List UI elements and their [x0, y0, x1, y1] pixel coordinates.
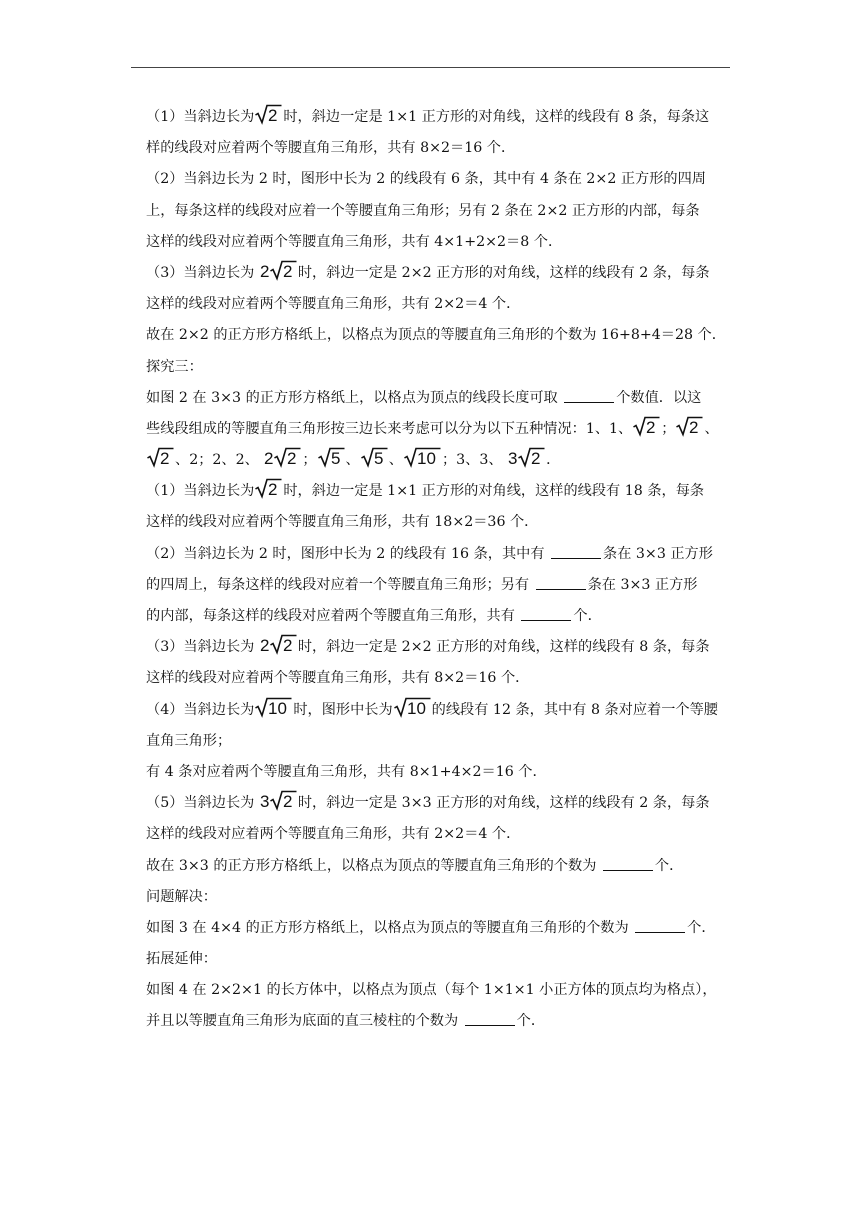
sqrt-expression: [394, 697, 431, 717]
answer-blank[interactable]: [536, 575, 586, 590]
answer-blank[interactable]: [551, 544, 601, 559]
sqrt-expression: [318, 447, 345, 467]
text-segment: ．: [546, 452, 561, 469]
text-line-p6a: [146, 383, 732, 414]
text-segment: 、: [704, 420, 719, 437]
text-segment: 的线段有 12 条，其中有 8 条对应着一个等腰: [431, 701, 718, 718]
text-segment: 时，图形中长为: [293, 701, 393, 718]
sqrt-coefficient: 2: [259, 261, 270, 281]
text-segment: 时，斜边一定是 3×3 正方形的对角线，这样的线段有 2 条，每条: [297, 795, 710, 812]
text-line-p11b: [146, 819, 732, 850]
text-line-p2b: [146, 196, 732, 227]
sqrt-symbol: [255, 104, 282, 124]
text-segment: 时，斜边一定是 1×1 正方形的对角线，这样的线段有 8 条，每条这: [283, 109, 710, 125]
text-segment: 探究三：: [146, 358, 203, 375]
text-segment: （3）当斜边长为: [146, 264, 259, 281]
radicand: 2: [531, 449, 541, 469]
sqrt-expression: [260, 260, 297, 280]
text-line-p2c: [146, 227, 732, 258]
sqrt-coefficient: 3: [259, 792, 270, 812]
text-segment: 时，斜边一定是 2×2 正方形的对角线，这样的线段有 8 条，每条: [297, 639, 710, 656]
radicand: 2: [646, 417, 656, 437]
radicand: 10: [406, 698, 426, 718]
sqrt-expression: [633, 416, 660, 436]
sqrt-symbol: [147, 447, 174, 467]
sqrt-symbol: [633, 416, 660, 436]
sqrt-expression: [255, 697, 292, 717]
text-segment: 、: [388, 452, 403, 469]
text-segment: （1）当斜边长为: [146, 483, 255, 500]
text-segment: 个．: [687, 919, 716, 936]
text-segment: 、: [345, 452, 360, 469]
text-line-p16a: [146, 975, 732, 1006]
answer-blank[interactable]: [635, 918, 685, 933]
text-segment: ；: [302, 452, 317, 469]
text-segment: 的四周上，每条这样的线段对应着一个等腰直角三角形；另有: [146, 576, 534, 593]
text-line-p1b: [146, 133, 732, 164]
text-segment: 个．: [516, 1013, 546, 1030]
text-segment: 这样的线段对应着两个等腰直角三角形，共有 4×1+2×2＝8 个．: [146, 233, 563, 250]
sqrt-expression: [361, 447, 388, 467]
text-line-p10a: [146, 695, 732, 726]
header-rule: [131, 67, 730, 68]
text-segment: 并且以等腰直角三角形为底面的直三棱柱的个数为: [146, 1013, 463, 1030]
text-segment: （3）当斜边长为: [146, 639, 259, 656]
text-line-p15: [146, 944, 732, 975]
sqrt-symbol: [264, 447, 301, 467]
sqrt-coefficient: 2: [264, 449, 274, 469]
sqrt-expression: [404, 447, 441, 467]
sqrt-coefficient: 2: [259, 636, 270, 656]
text-line-p2a: [146, 164, 732, 195]
text-segment: 个．: [573, 608, 602, 624]
answer-blank[interactable]: [521, 606, 571, 621]
text-line-p6b: [146, 414, 732, 445]
text-line-p7a: [146, 476, 732, 507]
sqrt-expression: [264, 447, 301, 467]
text-segment: 这样的线段对应着两个等腰直角三角形，共有 2×2＝4 个．: [146, 296, 521, 313]
text-segment: 直角三角形；: [146, 732, 232, 749]
sqrt-expression: [508, 447, 545, 467]
text-line-p16b: [146, 1006, 732, 1037]
text-segment: 问题解决：: [146, 888, 217, 905]
text-segment: 如图 2 在 3×3 的正方形方格纸上，以格点为顶点的线段长度可取: [146, 389, 563, 406]
sqrt-symbol: [260, 260, 297, 280]
sqrt-expression: [255, 478, 282, 498]
text-segment: 这样的线段对应着两个等腰直角三角形，共有 2×2＝4 个．: [146, 826, 521, 843]
radicand: 5: [330, 449, 341, 469]
text-segment: 如图 3 在 4×4 的正方形方格纸上，以格点为顶点的等腰直角三角形的个数为: [146, 919, 634, 936]
sqrt-symbol: [404, 447, 441, 467]
text-segment: 有 4 条对应着两个等腰直角三角形，共有 8×1+4×2＝16 个．: [146, 763, 547, 780]
sqrt-expression: [260, 634, 297, 654]
answer-blank[interactable]: [465, 1011, 515, 1026]
text-line-p14: [146, 913, 732, 944]
text-segment: 这样的线段对应着两个等腰直角三角形，共有 8×2＝16 个．: [146, 670, 530, 687]
text-segment: 这样的线段对应着两个等腰直角三角形，共有 18×2＝36 个．: [146, 514, 539, 531]
radicand: 5: [373, 449, 384, 469]
sqrt-expression: [260, 790, 297, 810]
text-line-p8a: [146, 539, 732, 570]
radicand: 2: [282, 792, 293, 812]
answer-blank[interactable]: [603, 856, 653, 871]
text-segment: ；3、3、: [441, 452, 508, 469]
text-segment: （1）当斜边长为: [146, 109, 255, 125]
text-line-p3b: [146, 289, 732, 320]
text-line-p12: [146, 851, 732, 882]
text-line-p11a: [146, 788, 732, 819]
sqrt-expression: [147, 447, 174, 467]
text-segment: 的内部，每条这样的线段对应着两个等腰直角三角形，共有: [146, 608, 520, 624]
radicand: 2: [282, 261, 293, 281]
radicand: 2: [689, 417, 699, 437]
text-segment: （4）当斜边长为: [146, 701, 255, 718]
text-line-p10b: [146, 726, 732, 757]
sqrt-symbol: [260, 790, 297, 810]
text-line-p9b: [146, 663, 732, 694]
text-line-p8b: [146, 570, 732, 601]
text-segment: 个数值．以这: [616, 389, 702, 406]
sqrt-symbol: [255, 478, 282, 498]
sqrt-symbol: [508, 447, 545, 467]
text-line-p9a: [146, 632, 732, 663]
sqrt-expression: [255, 104, 282, 124]
text-segment: ；: [661, 420, 676, 437]
sqrt-symbol: [394, 697, 431, 717]
sqrt-symbol: [255, 697, 292, 717]
text-segment: 故在 2×2 的正方形方格纸上，以格点为顶点的等腰直角三角形的个数为 16+8+4＝28 个．: [146, 327, 726, 344]
radicand: 2: [268, 106, 278, 125]
text-line-p5: [146, 352, 732, 383]
radicand: 2: [287, 449, 297, 469]
sqrt-symbol: [260, 634, 297, 654]
text-segment: 故在 3×3 的正方形方格纸上，以格点为顶点的等腰直角三角形的个数为: [146, 857, 601, 874]
radicand: 10: [268, 698, 288, 718]
text-segment: 些线段组成的等腰直角三角形按三边长来考虑可以分为以下五种情况：1、1、: [146, 420, 633, 437]
document-body: [146, 102, 732, 1038]
radicand: 10: [416, 449, 436, 469]
answer-blank[interactable]: [564, 388, 614, 403]
text-segment: 条在 3×3 正方形: [587, 576, 698, 593]
text-segment: 、2；2、2、: [175, 452, 264, 469]
text-line-p1a: [146, 102, 732, 133]
sqrt-coefficient: 3: [508, 449, 518, 469]
sqrt-symbol: [361, 447, 388, 467]
sqrt-expression: [676, 416, 703, 436]
text-segment: （2）当斜边长为 2 时，图形中长为 2 的线段有 16 条，其中有: [146, 545, 550, 562]
text-line-p13: [146, 882, 732, 913]
text-segment: 拓展延伸：: [146, 951, 217, 968]
text-line-p8c: [146, 601, 732, 632]
radicand: 2: [160, 449, 170, 469]
text-line-p10c: [146, 757, 732, 788]
text-segment: 个．: [654, 857, 684, 874]
text-segment: 时，斜边一定是 1×1 正方形的对角线，这样的线段有 18 条，每条: [283, 483, 705, 500]
text-segment: 上，每条这样的线段对应着一个等腰直角三角形；另有 2 条在 2×2 正方形的内部，每条: [146, 202, 700, 219]
text-line-p3a: [146, 258, 732, 289]
text-segment: 条在 3×3 正方形: [603, 545, 713, 562]
radicand: 2: [268, 480, 278, 500]
text-line-p4: [146, 320, 732, 351]
text-line-p6c: [146, 445, 732, 476]
sqrt-symbol: [318, 447, 345, 467]
text-segment: 样的线段对应着两个等腰直角三角形，共有 8×2＝16 个．: [146, 140, 516, 157]
text-segment: 如图 4 在 2×2×1 的长方体中，以格点为顶点（每个 1×1×1 小正方体的顶点均为格点），: [146, 982, 717, 999]
text-segment: （5）当斜边长为: [146, 795, 259, 812]
text-segment: （2）当斜边长为 2 时，图形中长为 2 的线段有 6 条，其中有 4 条在 2×2 正方形的四周: [146, 171, 706, 188]
text-segment: 时，斜边一定是 2×2 正方形的对角线，这样的线段有 2 条，每条: [297, 264, 710, 281]
radicand: 2: [282, 636, 293, 656]
text-line-p7b: [146, 507, 732, 538]
sqrt-symbol: [676, 416, 703, 436]
